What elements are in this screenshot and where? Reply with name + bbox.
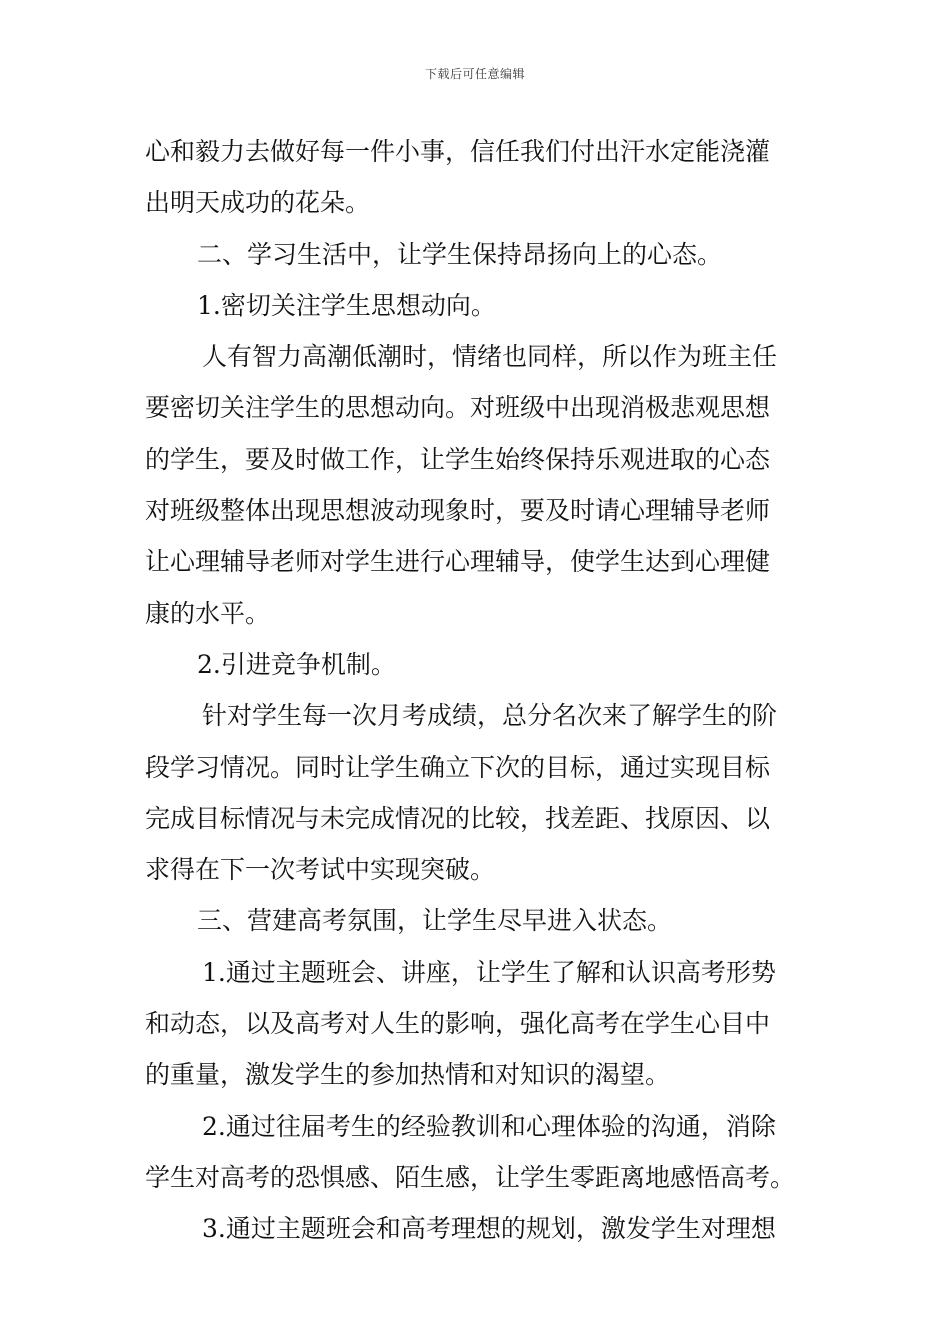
text-line: 出明天成功的花朵。 bbox=[145, 188, 371, 218]
text-line: 针对学生每一次月考成绩，总分名次来了解学生的阶 bbox=[202, 701, 778, 731]
text-line: 1.通过主题班会、讲座，让学生了解和认识高考形势 bbox=[202, 957, 776, 987]
document-body bbox=[145, 126, 810, 1255]
subsection-heading: 1.密切关注学生思想动向。 bbox=[197, 290, 496, 320]
text-line: 和动态，以及高考对人生的影响，强化高考在学生心目中 bbox=[145, 1009, 771, 1039]
text-line: 让心理辅导老师对学生进行心理辅导，使学生达到心理健 bbox=[145, 547, 771, 577]
text-line: 对班级整体出现思想波动现象时，要及时请心理辅导老师 bbox=[145, 496, 771, 526]
page-header: 下载后可任意编辑 bbox=[424, 67, 525, 81]
section-heading: 二、学习生活中，让学生保持昂扬向上的心态。 bbox=[197, 239, 723, 269]
text-line: 心和毅力去做好每一件小事，信任我们付出汗水定能浇灌 bbox=[145, 137, 771, 166]
text-line: 3.通过主题班会和高考理想的规划，激发学生对理想 bbox=[202, 1214, 776, 1244]
text-line: 求得在下一次考试中实现突破。 bbox=[145, 855, 496, 885]
section-heading: 三、营建高考氛围，让学生尽早进入状态。 bbox=[197, 906, 673, 936]
text-line: 段学习情况。同时让学生确立下次的目标，通过实现目标 bbox=[145, 752, 771, 782]
text-line: 完成目标情况与未完成情况的比较，找差距、找原因、以 bbox=[145, 803, 771, 833]
text-line: 学生对高考的恐惧感、陌生感，让学生零距离地感悟高考。 bbox=[145, 1162, 796, 1192]
subsection-heading: 2.引进竞争机制。 bbox=[197, 649, 396, 679]
text-line: 的学生，要及时做工作，让学生始终保持乐观进取的心态 bbox=[145, 444, 771, 474]
text-line: 人有智力高潮低潮时，情绪也同样，所以作为班主任 bbox=[202, 342, 778, 372]
text-line: 康的水平。 bbox=[145, 598, 271, 628]
text-line: 2.通过往届考生的经验教训和心理体验的沟通，消除 bbox=[202, 1111, 776, 1141]
text-line: 要密切关注学生的思想动向。对班级中出现消极悲观思想 bbox=[145, 393, 771, 423]
text-line: 的重量，激发学生的参加热情和对知识的渴望。 bbox=[145, 1060, 671, 1090]
